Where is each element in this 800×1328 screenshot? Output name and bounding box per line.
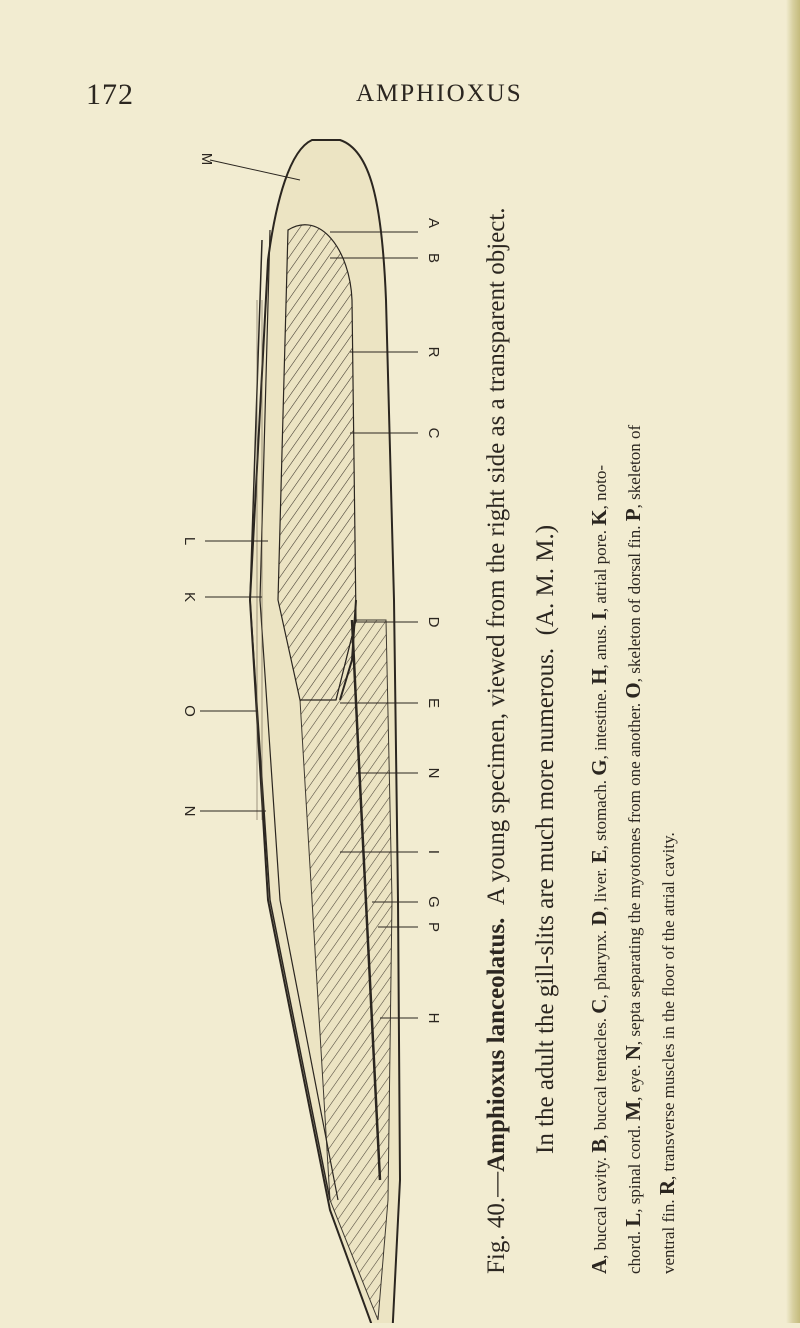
- figure-caption: [483, 174, 683, 1274]
- caption-dash: —: [483, 1171, 510, 1197]
- legend-text: , buccal tentacles.: [591, 1013, 610, 1139]
- legend-key: G: [587, 759, 611, 776]
- label-R: R: [425, 346, 442, 358]
- fig-number: Fig. 40.: [483, 1196, 510, 1274]
- legend-line-3: [655, 832, 680, 1274]
- legend-text: , septa separating the myotomes from one another.: [625, 698, 644, 1046]
- label-I: I: [425, 849, 442, 855]
- label-O: O: [181, 705, 198, 717]
- label-N-right: N: [425, 767, 442, 779]
- legend-key: A: [587, 1258, 611, 1274]
- legend-text: , atrial pore.: [591, 525, 610, 613]
- legend-key: D: [587, 910, 611, 926]
- legend-text: , pharynx.: [591, 925, 610, 999]
- legend-key: M: [621, 1100, 645, 1121]
- label-D: D: [425, 616, 442, 628]
- legend-key: K: [587, 509, 611, 526]
- pharynx-gills: [278, 225, 356, 700]
- label-A: A: [425, 217, 442, 228]
- label-L: L: [181, 536, 198, 546]
- legend-key: R: [655, 1179, 679, 1196]
- legend-text: , liver.: [591, 863, 610, 911]
- running-head: AMPHIOXUS: [356, 80, 523, 107]
- legend-key: B: [587, 1138, 611, 1153]
- legend-text: , noto-: [591, 464, 610, 510]
- label-H: H: [425, 1012, 442, 1024]
- legend-line-1: [587, 465, 612, 1274]
- legend-key: O: [621, 682, 645, 699]
- label-E: E: [425, 697, 442, 708]
- caption-subtitle: In the adult the gill-slits are much more numerous.: [532, 647, 559, 1154]
- caption-subtitle-line: [532, 525, 560, 1154]
- legend-text: , transverse muscles in the floor of the atrial cavity.: [659, 832, 678, 1180]
- label-B: B: [425, 252, 442, 263]
- label-N-left: N: [181, 805, 198, 817]
- legend-key: I: [587, 612, 611, 621]
- page-number: 172: [86, 78, 134, 111]
- label-G: G: [425, 896, 442, 908]
- label-P: P: [425, 921, 442, 932]
- legend-text: , skeleton of: [625, 424, 644, 509]
- legend-key: N: [621, 1045, 645, 1061]
- legend-key: H: [587, 668, 611, 685]
- legend-text: chord.: [625, 1226, 644, 1274]
- legend-text: ventral fin.: [659, 1195, 678, 1274]
- label-M: M: [198, 152, 215, 166]
- legend-text: , skeleton of dorsal fin.: [625, 521, 644, 683]
- legend-text: , buccal cavity.: [591, 1152, 610, 1259]
- legend-line-2: [621, 425, 646, 1274]
- legend-key: E: [587, 849, 611, 864]
- legend-text: , eye.: [625, 1060, 644, 1101]
- legend-key: C: [587, 998, 611, 1014]
- legend-key: P: [621, 508, 645, 522]
- label-C: C: [425, 427, 442, 439]
- legend-key: L: [621, 1212, 645, 1227]
- legend-text: , intestine.: [591, 684, 610, 760]
- legend-text: , anus.: [591, 620, 610, 669]
- caption-description: A young specimen, viewed from the right side as a transparent object.: [483, 207, 510, 906]
- caption-title-line: [483, 207, 511, 1274]
- caption-credit: (A. M. M.): [532, 524, 559, 636]
- label-K: K: [181, 591, 198, 602]
- legend-text: , stomach.: [591, 775, 610, 850]
- legend-text: , spinal cord.: [625, 1120, 644, 1213]
- species-name: Amphioxus lanceolatus.: [483, 917, 510, 1172]
- dorsal-fin-skeleton: [254, 300, 264, 820]
